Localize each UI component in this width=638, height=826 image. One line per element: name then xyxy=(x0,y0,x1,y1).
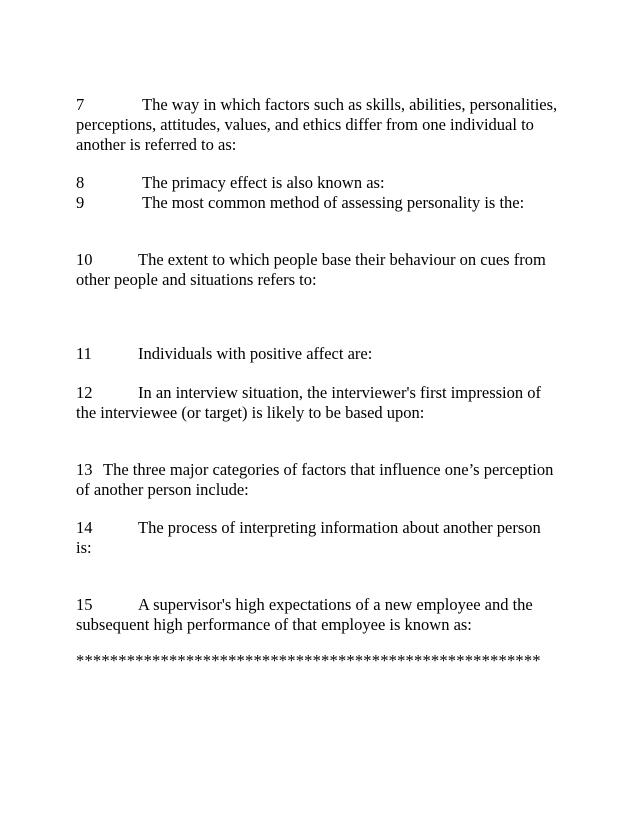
question-text-line: is: xyxy=(76,538,92,557)
question-text-line: another is referred to as: xyxy=(76,135,237,154)
question-text-line: The process of interpreting information about another person xyxy=(138,518,541,537)
question-12 xyxy=(76,383,576,423)
question-13 xyxy=(76,460,576,500)
question-number: 13 xyxy=(76,460,93,479)
question-text-line: In an interview situation, the interviewer's first impression of xyxy=(138,383,542,402)
question-text-line: the interviewee (or target) is likely to be based upon: xyxy=(76,403,425,422)
question-number: 9 xyxy=(76,193,85,212)
question-number: 10 xyxy=(76,250,93,269)
question-text-line: The most common method of assessing personality is the: xyxy=(142,193,525,212)
question-text-line: The extent to which people base their behaviour on cues from xyxy=(138,250,546,269)
question-9 xyxy=(76,193,576,213)
question-number: 7 xyxy=(76,95,85,114)
question-15 xyxy=(76,595,576,635)
question-text-line: subsequent high performance of that employee is known as: xyxy=(76,615,472,634)
question-text-line: A supervisor's high expectations of a new employee and the xyxy=(138,595,533,614)
question-14 xyxy=(76,518,576,558)
question-text-line: The primacy effect is also known as: xyxy=(142,173,385,192)
question-text-line: other people and situations refers to: xyxy=(76,270,317,289)
question-text-line: Individuals with positive affect are: xyxy=(138,344,373,363)
asterisk-separator: ******************************************************* xyxy=(76,651,541,670)
question-number: 15 xyxy=(76,595,93,614)
question-number: 8 xyxy=(76,173,85,192)
question-text-line: of another person include: xyxy=(76,480,249,499)
question-text-line: perceptions, attitudes, values, and ethics differ from one individual to xyxy=(76,115,534,134)
question-11 xyxy=(76,344,576,364)
question-number: 12 xyxy=(76,383,93,402)
question-7 xyxy=(76,95,576,155)
question-8 xyxy=(76,173,576,193)
question-number: 14 xyxy=(76,518,93,537)
question-number: 11 xyxy=(76,344,92,363)
question-text-line: The three major categories of factors that influence one’s perception xyxy=(103,460,554,479)
question-10 xyxy=(76,250,576,290)
question-text-line: The way in which factors such as skills, abilities, personalities, xyxy=(142,95,558,114)
